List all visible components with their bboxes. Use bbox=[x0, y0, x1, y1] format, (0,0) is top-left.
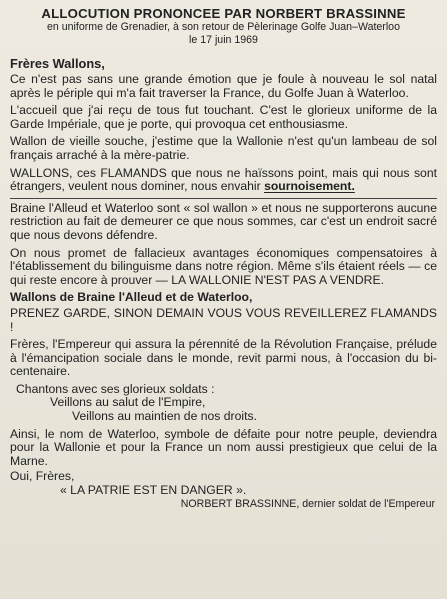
paragraph-6: On nous promet de fallacieux avantages économiques compensatoires à l'établissement du bilinguisme dans notre région. Même s'ils étaient réels — ce qui reste encore à prouver — LA WALLONIE N'EST PAS A VENDRE. bbox=[10, 245, 437, 287]
signature: NORBERT BRASSINNE, dernier soldat de l'Empereur bbox=[180, 497, 435, 510]
salutation: Frères Wallons, bbox=[10, 56, 105, 71]
document-title: ALLOCUTION PRONONCEE PAR NORBERT BRASSINNE bbox=[41, 6, 406, 21]
paragraph-4 bbox=[10, 167, 437, 194]
paragraph-11: Oui, Frères, bbox=[10, 469, 75, 484]
paragraph-10: Ainsi, le nom de Waterloo, symbole de défaite pour notre peuple, deviendra pour la Wallonie et pour la France un nom aussi prestigieux que celui de la Marne. bbox=[10, 426, 437, 468]
verse-line-2: Veillons au maintien de nos droits. bbox=[72, 409, 257, 424]
motto: « LA PATRIE EST EN DANGER ». bbox=[60, 483, 247, 498]
paragraph-4-text: WALLONS, ces FLAMANDS que nous ne haïssons point, mais qui nous sont étrangers, veulent nous dominer, nous envahir bbox=[10, 165, 437, 194]
document-header bbox=[10, 6, 437, 47]
paragraph-3: Wallon de vieille souche, j'estime que la Wallonie n'est qu'un lambeau de sol français arraché à la mère-patrie. bbox=[10, 134, 437, 162]
paragraph-4-emphasis: sournoisement. bbox=[264, 179, 355, 194]
paragraph-7-heading: Wallons de Braine l'Alleud et de Waterloo, bbox=[10, 290, 253, 305]
header-date: le 17 juin 1969 bbox=[189, 34, 258, 46]
paragraph-8: Frères, l'Empereur qui assura la pérennité de la Révolution Française, prélude à l'émancipation sociale dans le monde, revit parmi nous, à l'occasion du bi-centenaire. bbox=[10, 337, 437, 379]
paragraph-2: L'accueil que j'ai reçu de tous fut touchant. C'est le glorieux uniforme de la Garde Impériale, que je porte, qui provoqua cet enthousiasme. bbox=[10, 103, 437, 131]
header-subtitle: en uniforme de Grenadier, à son retour de Pèlerinage Golfe Juan–Waterloo bbox=[47, 21, 400, 33]
paragraph-7-body: PRENEZ GARDE, SINON DEMAIN VOUS VOUS REVEILLEREZ FLAMANDS ! bbox=[10, 305, 437, 334]
separator-line bbox=[10, 198, 437, 199]
paragraph-1: Ce n'est pas sans une grande émotion que je foule à nouveau le sol natal après le périple qui m'a fait traverser la France, du Golfe Juan à Waterloo. bbox=[10, 72, 437, 100]
verse-line-1: Veillons au salut de l'Empire, bbox=[50, 395, 206, 410]
paragraph-5: Braine l'Alleud et Waterloo sont « sol wallon » et nous ne supporterons aucune restriction au fait de demeurer ce que nous sommes, car c'est un endroit sacré que nous devons défendre. bbox=[10, 200, 437, 242]
paragraph-9: Chantons avec ses glorieux soldats : bbox=[16, 381, 215, 396]
